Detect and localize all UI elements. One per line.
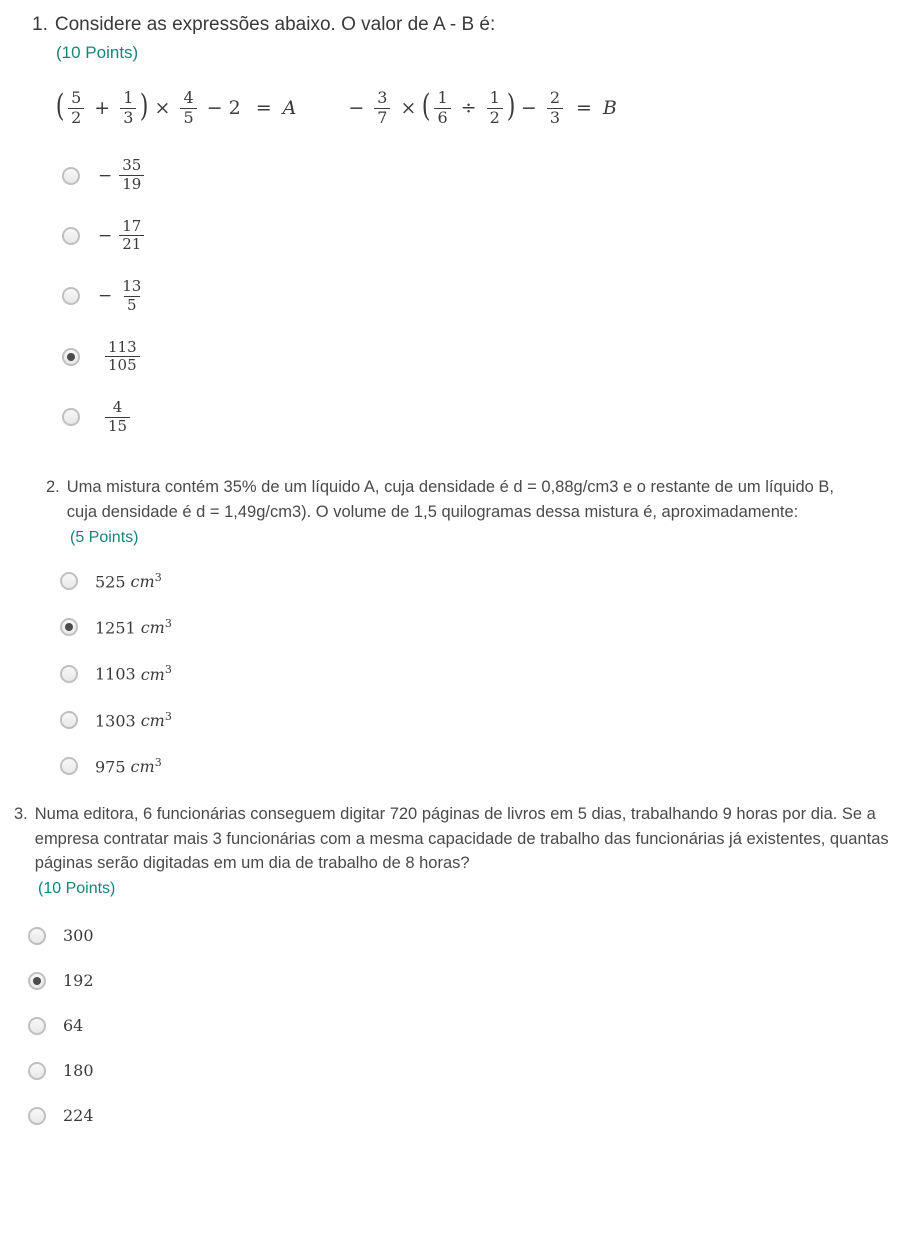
answer-option[interactable]	[28, 971, 895, 990]
fraction	[105, 339, 140, 375]
answer-option[interactable]	[28, 1061, 895, 1080]
radio-button[interactable]	[28, 972, 46, 990]
answer-option[interactable]	[62, 218, 895, 254]
answer-option[interactable]	[60, 571, 895, 591]
question-header	[14, 802, 895, 875]
option-label	[95, 617, 172, 637]
option-exponent: 3	[154, 756, 162, 770]
answer-option[interactable]	[28, 926, 895, 945]
radio-button[interactable]	[60, 572, 78, 590]
fraction-denominator: 5	[180, 108, 196, 128]
option-unit: cm	[130, 572, 155, 592]
fraction	[547, 89, 563, 128]
option-exponent: 3	[164, 617, 172, 631]
option-label: 224	[63, 1106, 94, 1126]
option-label	[95, 663, 172, 683]
question-title: Uma mistura contém 35% de um líquido A, cuja densidade é d = 0,88g/cm3 e o restante de um líquido B, cuja densidade é d = 1,49g/cm3). O volume de 1,5 quilogramas dessa mistura é, aproximadamente:	[66, 478, 834, 521]
question-2	[46, 475, 895, 776]
variable-b: B	[602, 97, 617, 120]
divide-operator: ÷	[460, 97, 477, 120]
equals-sign: =	[255, 97, 272, 120]
option-unit: cm	[140, 711, 165, 731]
fraction-numerator: 4	[183, 87, 194, 107]
option-label: 64	[63, 1016, 84, 1036]
fraction	[119, 157, 144, 193]
radio-button[interactable]	[28, 1107, 46, 1125]
question-number: 3.	[14, 805, 28, 824]
option-value: 525	[95, 572, 126, 592]
fraction-numerator: 3	[377, 87, 388, 107]
fraction-denominator: 6	[434, 108, 450, 128]
radio-button[interactable]	[62, 227, 80, 245]
answer-options	[60, 571, 895, 777]
answer-option[interactable]	[60, 756, 895, 776]
question-1	[32, 12, 895, 435]
fraction-denominator: 3	[547, 108, 563, 128]
minus-operator: −	[520, 97, 537, 120]
fraction-numerator: 2	[549, 87, 560, 107]
fraction-denominator: 2	[68, 108, 84, 128]
option-unit: cm	[140, 664, 165, 684]
minus-sign: −	[98, 165, 113, 186]
question-title: Numa editora, 6 funcionárias conseguem digitar 720 páginas de livros em 5 dias, trabalhando 9 horas por dia. Se a empresa contratar mais 3 funcionárias com a mesma capacidade de trabalho das funcionárias já existentes, quantas páginas serão digitadas em um dia de trabalho de 8 horas?	[34, 805, 889, 872]
option-value: 1251	[95, 618, 136, 638]
fraction-denominator: 21	[119, 235, 144, 254]
answer-option[interactable]	[28, 1016, 895, 1035]
radio-button[interactable]	[62, 408, 80, 426]
times-operator: ×	[400, 97, 417, 120]
answer-option[interactable]	[62, 399, 895, 435]
fraction	[487, 89, 503, 128]
option-exponent: 3	[164, 709, 172, 723]
minus-operator: −	[348, 97, 365, 120]
minus-two-term: − 2	[206, 97, 241, 120]
option-label	[95, 710, 172, 730]
radio-button[interactable]	[28, 927, 46, 945]
answer-option[interactable]	[60, 710, 895, 730]
radio-button[interactable]	[28, 1017, 46, 1035]
fraction	[119, 218, 144, 254]
minus-sign: −	[98, 286, 113, 307]
answer-option[interactable]	[28, 1106, 895, 1125]
radio-button[interactable]	[62, 287, 80, 305]
open-paren: (	[422, 87, 431, 124]
question-header	[32, 12, 895, 38]
fraction-numerator: 1	[489, 87, 500, 107]
expression-a	[56, 89, 296, 128]
times-operator: ×	[154, 97, 171, 120]
close-paren: )	[140, 87, 149, 124]
question-number: 1.	[32, 14, 48, 35]
radio-button[interactable]	[60, 711, 78, 729]
minus-sign: −	[98, 225, 113, 246]
math-expression	[56, 89, 895, 128]
option-label	[98, 278, 148, 314]
radio-button[interactable]	[60, 618, 78, 636]
option-label	[98, 339, 144, 375]
option-label	[95, 756, 162, 776]
option-label: 180	[63, 1061, 94, 1081]
fraction	[434, 89, 450, 128]
option-label	[98, 218, 148, 254]
fraction-numerator: 1	[123, 87, 134, 107]
fraction-denominator: 19	[119, 175, 144, 194]
fraction	[105, 399, 130, 435]
option-value: 1303	[95, 711, 136, 731]
fraction-numerator: 1	[437, 87, 448, 107]
fraction	[374, 89, 390, 128]
question-header	[46, 475, 895, 524]
radio-button[interactable]	[60, 757, 78, 775]
question-title: Considere as expressões abaixo. O valor de A - B é:	[54, 14, 496, 35]
option-label: 300	[63, 926, 94, 946]
option-label	[98, 157, 148, 193]
option-label: 192	[63, 971, 94, 991]
close-paren: )	[506, 87, 516, 124]
answer-option[interactable]	[62, 157, 895, 193]
answer-option[interactable]	[60, 617, 895, 637]
fraction-denominator: 7	[374, 108, 390, 128]
variable-a: A	[282, 97, 297, 120]
question-number: 2.	[46, 478, 60, 497]
fraction	[120, 89, 136, 128]
answer-option[interactable]	[62, 339, 895, 375]
radio-button[interactable]	[62, 167, 80, 185]
fraction-numerator: 35	[122, 156, 142, 175]
fraction-denominator: 105	[105, 356, 140, 375]
fraction	[119, 278, 144, 314]
option-unit: cm	[140, 618, 165, 638]
question-points: (10 Points)	[56, 42, 139, 62]
option-label	[95, 571, 162, 591]
question-3	[14, 802, 895, 1125]
option-exponent: 3	[164, 663, 172, 677]
option-label	[98, 399, 134, 435]
fraction-denominator: 3	[120, 108, 136, 128]
equals-sign: =	[576, 97, 592, 120]
answer-options	[28, 926, 895, 1125]
option-value: 975	[95, 757, 126, 777]
radio-button[interactable]	[62, 348, 80, 366]
option-value: 1103	[95, 664, 136, 684]
radio-button[interactable]	[28, 1062, 46, 1080]
fraction-numerator: 13	[122, 277, 142, 296]
fraction-numerator: 113	[108, 337, 137, 356]
expression-b	[342, 89, 617, 128]
fraction-numerator: 4	[112, 397, 123, 416]
radio-button[interactable]	[60, 665, 78, 683]
option-unit: cm	[130, 757, 155, 777]
plus-operator: +	[94, 97, 111, 120]
fraction-denominator: 15	[105, 417, 130, 436]
fraction	[68, 89, 84, 128]
option-exponent: 3	[154, 570, 162, 584]
open-paren: (	[55, 87, 65, 124]
fraction-numerator: 17	[122, 216, 142, 235]
fraction-denominator: 2	[487, 108, 503, 128]
fraction-denominator: 5	[124, 296, 140, 315]
question-points: (5 Points)	[70, 528, 139, 546]
answer-options	[62, 157, 895, 435]
fraction	[180, 89, 196, 128]
question-points: (10 Points)	[38, 880, 116, 898]
answer-option[interactable]	[60, 663, 895, 683]
fraction-numerator: 5	[71, 87, 82, 107]
answer-option[interactable]	[62, 278, 895, 314]
